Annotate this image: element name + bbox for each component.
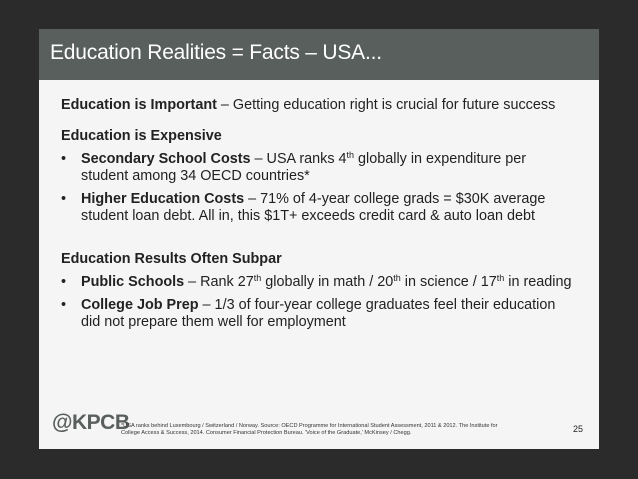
title-bar	[39, 29, 599, 80]
bullet-text: in science / 17	[400, 274, 497, 290]
intro-line	[61, 97, 591, 114]
bullet-text: globally in expenditure per	[354, 151, 527, 167]
superscript: th	[496, 273, 505, 283]
intro-heading: Education is Important	[61, 97, 217, 113]
bullet-label: College Job Prep	[81, 297, 199, 313]
kpcb-logo: @KPCB	[52, 411, 130, 434]
bullet-text: globally in math / 20	[261, 274, 394, 290]
bullet-label: Higher Education Costs	[81, 191, 245, 207]
superscript: th	[393, 273, 401, 283]
bullet-text: in reading	[504, 274, 572, 290]
bullet-text-line2: student among 34 OECD countries*	[81, 168, 310, 184]
superscript: th	[346, 150, 355, 160]
bullet-text: – USA ranks 4	[250, 151, 347, 167]
slide-title: Education Realities = Facts – USA...	[50, 41, 382, 64]
bullet-public-schools	[61, 274, 591, 291]
bullet-secondary-school-costs	[61, 151, 591, 185]
bullet-text-line2: student loan debt. All in, this $1T+ exceeds credit card & auto loan debt	[81, 208, 535, 224]
intro-text: – Getting education right is crucial for future success	[216, 97, 556, 113]
bullet-label: Secondary School Costs	[81, 151, 251, 167]
section-heading-subpar: Education Results Often Subpar	[61, 251, 282, 267]
bullet-college-job-prep	[61, 297, 591, 331]
bullet-dot: •	[61, 297, 67, 313]
slide	[39, 29, 599, 449]
superscript: th	[253, 273, 262, 283]
bullet-text: – Rank 27	[184, 274, 254, 290]
bullet-dot: •	[61, 151, 67, 167]
bullet-higher-education-costs	[61, 191, 591, 225]
bullet-text: – 1/3 of four-year college graduates feel their education	[198, 297, 556, 313]
bullet-dot: •	[61, 191, 67, 207]
section-heading-expensive: Education is Expensive	[61, 128, 222, 144]
page-number: 25	[573, 424, 584, 434]
bullet-text-line2: did not prepare them well for employment	[81, 314, 346, 330]
bullet-label: Public Schools	[81, 274, 185, 290]
footnote	[121, 423, 551, 437]
slide-content	[61, 97, 591, 331]
footnote-line: College Access & Success, 2014. Consumer Financial Protection Bureau. 'Voice of the Graduate,' McKinsey / Chegg.	[121, 430, 412, 436]
bullet-dot: •	[61, 274, 67, 290]
bullet-text: – 71% of 4-year college grads = $30K average	[244, 191, 546, 207]
footnote-line: *USA ranks behind Luxembourg / Switzerland / Norway. Source: OECD Programme for International Student Assessment, 2011 & 2012. The Institute for	[121, 423, 498, 429]
